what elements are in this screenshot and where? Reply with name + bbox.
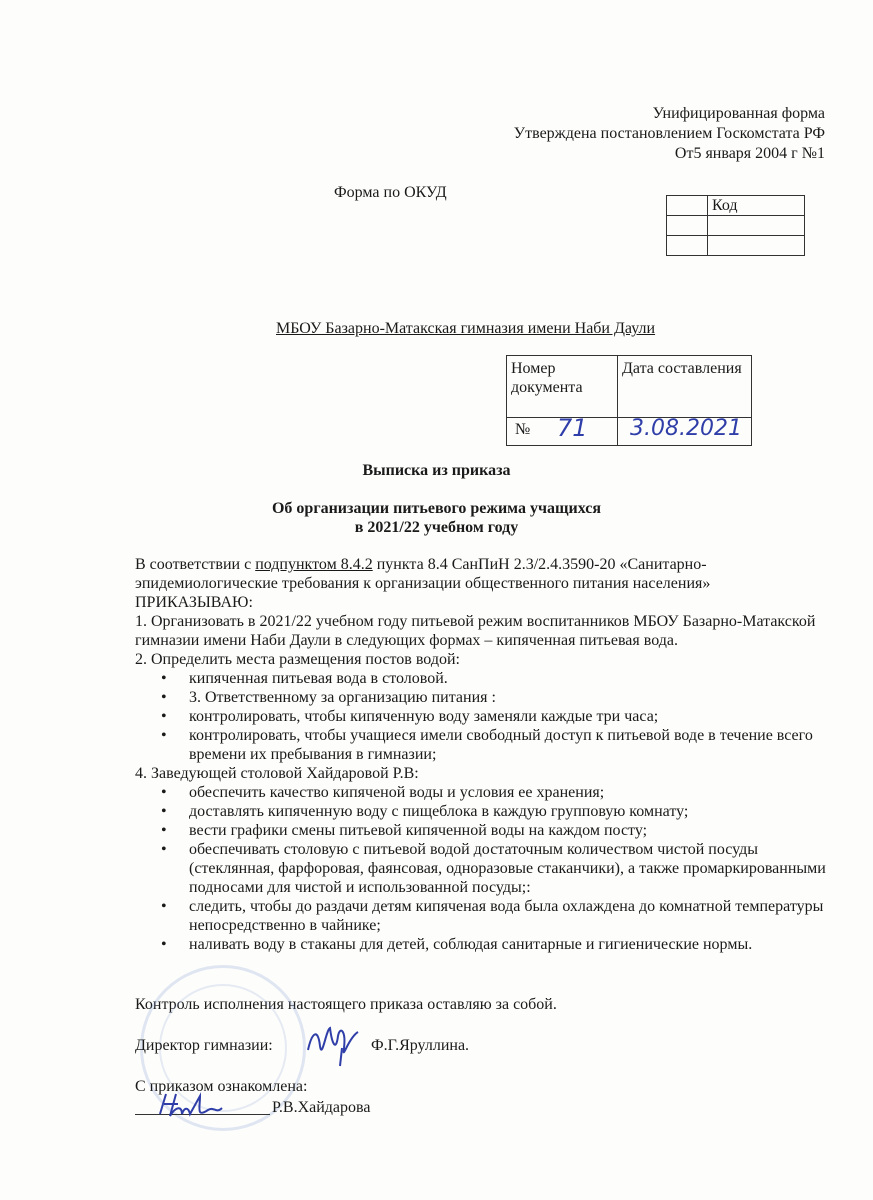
intro-after: пункта 8.4 СанПиН 2.3/2.4.3590-20 «Санитарно-эпидемиологические требования к организации общественного питания населения» bbox=[135, 556, 711, 592]
organization-name: МБОУ Базарно-Матакская гимназия имени Наби Даули bbox=[276, 320, 656, 337]
number-sign: № bbox=[515, 421, 531, 438]
doc-date-cell bbox=[618, 418, 752, 446]
bullet-list-a bbox=[135, 669, 835, 764]
list-item: • доставлять кипяченную воду с пищеблока в каждую групповую комнату; bbox=[135, 802, 835, 821]
list-item: • следить, чтобы до раздачи детям кипяченая вода была охлаждена до комнатной температуры непосредственно в чайнике; bbox=[135, 897, 835, 935]
handwritten-number: 71 bbox=[557, 414, 588, 442]
okud-cell-empty bbox=[667, 196, 708, 216]
okud-cell bbox=[667, 216, 708, 236]
order-word: ПРИКАЗЫВАЮ: bbox=[135, 594, 253, 611]
acknowledgment-label: С приказом ознакомлена: bbox=[135, 1078, 308, 1095]
document-info-table bbox=[506, 355, 752, 446]
intro-paragraph bbox=[135, 555, 835, 593]
director-name: Ф.Г.Яруллина. bbox=[371, 1037, 470, 1054]
item-1: 1. Организовать в 2021/22 учебном году питьевой режим воспитанников МБОУ Базарно-Матакской гимназии имени Наби Даули в следующих формах – кипяченная питьевая вода. bbox=[135, 613, 816, 649]
list-item: • наливать воду в стаканы для детей, соблюдая санитарные и гигиенические нормы. bbox=[135, 935, 835, 954]
list-item: • обеспечить качество кипяченой воды и условия ее хранения; bbox=[135, 783, 835, 802]
director-label: Директор гимназии: bbox=[135, 1037, 273, 1054]
list-item: • контролировать, чтобы учащиеся имели свободный доступ к питьевой воде в течение всего времени их пребывания в гимназии; bbox=[135, 726, 835, 764]
subtitle-line-2: в 2021/22 учебном году bbox=[354, 519, 519, 536]
list-item: • обеспечивать столовую с питьевой водой достаточным количеством чистой посуды (стеклянная, фарфоровая, фаянсовая, одноразовые стаканчики), а также промаркированными подносами для чистой и использованной посуды;: bbox=[135, 840, 835, 897]
approval-line: Утверждена постановлением Госкомстата РФ bbox=[513, 125, 825, 142]
okud-code-cell bbox=[708, 216, 805, 236]
list-item: • вести графики смены питьевой кипяченной воды на каждом посту; bbox=[135, 821, 835, 840]
regulation-link[interactable]: подпунктом 8.4.2 bbox=[255, 556, 373, 573]
control-statement: Контроль исполнения настоящего приказа оставляю за собой. bbox=[135, 996, 557, 1013]
item-2: 2. Определить места размещения постов водой: bbox=[135, 651, 460, 668]
doc-number-header: Номер документа bbox=[507, 356, 618, 418]
subtitle-line-1: Об организации питьевого режима учащихся bbox=[271, 500, 602, 517]
handwritten-date: 3.08.2021 bbox=[630, 416, 742, 441]
list-item: • кипяченная питьевая вода в столовой. bbox=[135, 669, 835, 688]
employee-name: Р.В.Хайдарова bbox=[272, 1099, 371, 1116]
okud-code-cell bbox=[708, 236, 805, 256]
employee-signature-icon bbox=[156, 1088, 226, 1124]
document-title: Выписка из приказа bbox=[362, 462, 511, 479]
order-body bbox=[135, 555, 835, 954]
okud-label: Форма по ОКУД bbox=[334, 184, 447, 201]
list-item: • контролировать, чтобы кипяченную воду заменяли каждые три часа; bbox=[135, 707, 835, 726]
okud-cell bbox=[667, 236, 708, 256]
form-type-line: Унифицированная форма bbox=[652, 105, 825, 122]
bullet-list-b bbox=[135, 783, 835, 954]
intro-before: В соответствии с bbox=[135, 556, 256, 573]
doc-number-cell bbox=[507, 414, 618, 446]
okud-code-header: Код bbox=[708, 196, 805, 216]
list-item: • 3. Ответственному за организацию питания : bbox=[135, 688, 835, 707]
doc-date-header: Дата составления bbox=[618, 356, 752, 418]
item-4: 4. Заведующей столовой Хайдаровой Р.В: bbox=[135, 765, 419, 782]
date-line: От5 января 2004 г №1 bbox=[674, 145, 825, 162]
okud-code-table bbox=[666, 195, 805, 256]
director-signature-icon bbox=[302, 1018, 364, 1068]
